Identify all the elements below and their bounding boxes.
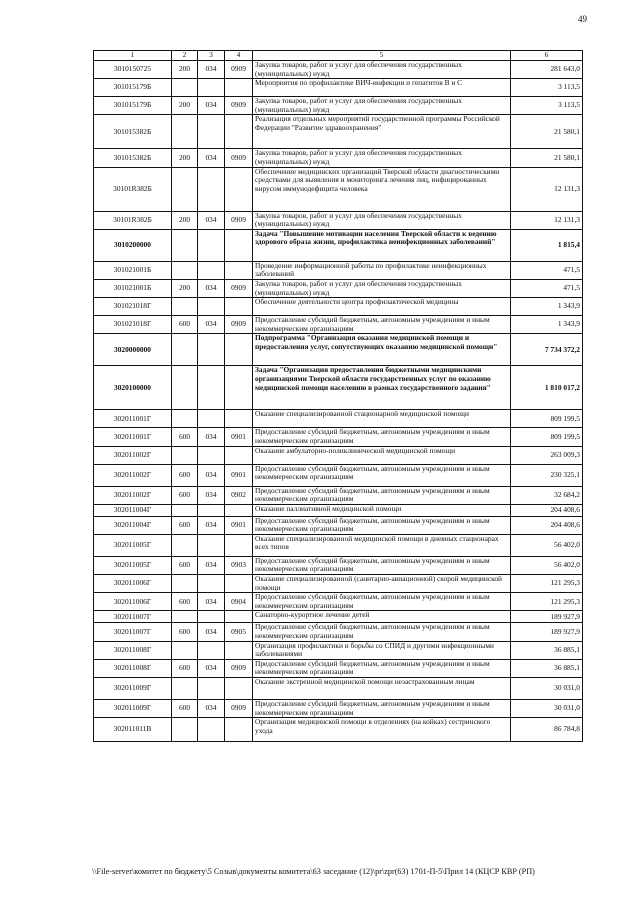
- table-row: [94, 623, 583, 641]
- row-ministry: 034: [198, 464, 225, 486]
- row-code: 302011009Г: [94, 700, 172, 718]
- row-code: 301021018Г: [94, 316, 172, 334]
- row-amount: 121 295,3: [511, 575, 583, 593]
- table-row: [94, 115, 583, 149]
- row-code: 3020000000: [94, 334, 172, 366]
- row-amount: 189 927,9: [511, 623, 583, 641]
- row-kvr: 600: [172, 623, 198, 641]
- row-ministry: [198, 79, 225, 97]
- row-section: [225, 334, 253, 366]
- row-code: 302011011В: [94, 718, 172, 742]
- row-kvr: [172, 611, 198, 623]
- row-ministry: [198, 167, 225, 211]
- row-amount: 21 580,1: [511, 149, 583, 167]
- table-row: [94, 534, 583, 556]
- row-section: [225, 446, 253, 464]
- row-ministry: 034: [198, 700, 225, 718]
- row-amount: 1 343,9: [511, 298, 583, 316]
- row-ministry: [198, 678, 225, 700]
- row-section: 0901: [225, 516, 253, 534]
- column-header: 1: [94, 51, 172, 61]
- row-code: 302011001Г: [94, 410, 172, 428]
- row-amount: 809 199,5: [511, 410, 583, 428]
- row-ministry: [198, 446, 225, 464]
- row-code: 302011008Г: [94, 641, 172, 659]
- table-row: [94, 700, 583, 718]
- row-code: 301015382Б: [94, 115, 172, 149]
- page-number: 49: [578, 14, 587, 24]
- row-section: [225, 298, 253, 316]
- row-ministry: 034: [198, 61, 225, 79]
- row-section: 0909: [225, 659, 253, 677]
- row-description: Организация профилактики и борьбы со СПИД и другими инфекционными заболеваниями: [253, 641, 511, 659]
- table-row: [94, 611, 583, 623]
- table-row: [94, 659, 583, 677]
- row-description: Закупка товаров, работ и услуг для обеспечения государственных (муниципальных) нужд: [253, 97, 511, 115]
- row-section: [225, 366, 253, 410]
- row-amount: 3 113,5: [511, 97, 583, 115]
- row-amount: 12 131,3: [511, 167, 583, 211]
- row-section: [225, 641, 253, 659]
- row-kvr: 200: [172, 211, 198, 229]
- row-kvr: 600: [172, 593, 198, 611]
- row-amount: 471,5: [511, 261, 583, 279]
- row-ministry: 034: [198, 486, 225, 504]
- column-header: 6: [511, 51, 583, 61]
- row-code: 302011001Г: [94, 428, 172, 446]
- row-section: 0909: [225, 211, 253, 229]
- row-code: 302011004Г: [94, 516, 172, 534]
- row-code: 301015179Б: [94, 97, 172, 115]
- table-row: [94, 211, 583, 229]
- row-description: Санаторно-курортное лечение детей: [253, 611, 511, 623]
- row-description: Оказание специализированной стационарной медицинской помощи: [253, 410, 511, 428]
- row-description: Предоставление субсидий бюджетным, автономным учреждениям и иным некоммерческим организациям: [253, 486, 511, 504]
- row-code: 30101R382Б: [94, 167, 172, 211]
- row-amount: 21 580,1: [511, 115, 583, 149]
- row-kvr: [172, 298, 198, 316]
- row-description: Оказание паллиативной медицинской помощи: [253, 504, 511, 516]
- row-section: 0901: [225, 428, 253, 446]
- row-kvr: [172, 718, 198, 742]
- row-amount: 121 295,3: [511, 593, 583, 611]
- row-code: 302011007Г: [94, 611, 172, 623]
- row-ministry: [198, 575, 225, 593]
- row-section: 0904: [225, 593, 253, 611]
- row-description: Проведение информационной работы по профилактике неинфекционных заболеваний: [253, 261, 511, 279]
- row-kvr: [172, 334, 198, 366]
- row-section: 0905: [225, 623, 253, 641]
- row-kvr: 600: [172, 659, 198, 677]
- row-code: 301015382Б: [94, 149, 172, 167]
- row-ministry: 034: [198, 316, 225, 334]
- row-description: Закупка товаров, работ и услуг для обеспечения государственных (муниципальных) нужд: [253, 149, 511, 167]
- row-kvr: 600: [172, 464, 198, 486]
- row-ministry: 034: [198, 428, 225, 446]
- table-row: [94, 464, 583, 486]
- row-kvr: 600: [172, 556, 198, 574]
- row-kvr: [172, 575, 198, 593]
- row-description: Предоставление субсидий бюджетным, автономным учреждениям и иным некоммерческим организациям: [253, 516, 511, 534]
- column-header: 2: [172, 51, 198, 61]
- table-row: [94, 575, 583, 593]
- column-header: 3: [198, 51, 225, 61]
- row-description: Предоставление субсидий бюджетным, автономным учреждениям и иным некоммерческим организациям: [253, 428, 511, 446]
- row-amount: 230 325,1: [511, 464, 583, 486]
- row-description: Предоставление субсидий бюджетным, автономным учреждениям и иным некоммерческим организациям: [253, 593, 511, 611]
- row-amount: 30 031,0: [511, 700, 583, 718]
- table-row: [94, 61, 583, 79]
- row-code: 3010150725: [94, 61, 172, 79]
- row-description: Обеспечение медицинских организаций Тверской области диагностическими средствами для выявления и мониторинга лечения лиц, инфицированных вирусом иммунодефицита человека: [253, 167, 511, 211]
- row-kvr: 200: [172, 149, 198, 167]
- file-path-footer: \\File-server\комитет по бюджету\5 Созыв\документы комитета\63 заседание (12)\pr\zpr(63) 1701-П-5\Прил 14 (КЦСР КВР (РП): [92, 867, 535, 876]
- table-row: [94, 366, 583, 410]
- row-code: 3010200000: [94, 229, 172, 261]
- table-row: [94, 446, 583, 464]
- row-description: Закупка товаров, работ и услуг для обеспечения государственных (муниципальных) нужд: [253, 279, 511, 297]
- table-row: [94, 229, 583, 261]
- row-kvr: 600: [172, 486, 198, 504]
- row-section: 0909: [225, 700, 253, 718]
- budget-table: [93, 50, 583, 742]
- row-description: Реализация отдельных мероприятий государственной программы Российской Федерации "Развитие здравоохранения": [253, 115, 511, 149]
- row-code: 301021001Б: [94, 261, 172, 279]
- row-ministry: 034: [198, 659, 225, 677]
- row-kvr: 600: [172, 428, 198, 446]
- table-row: [94, 298, 583, 316]
- row-ministry: [198, 115, 225, 149]
- row-code: 301021001Б: [94, 279, 172, 297]
- row-section: [225, 229, 253, 261]
- row-description: Предоставление субсидий бюджетным, автономным учреждениям и иным некоммерческим организациям: [253, 316, 511, 334]
- row-kvr: [172, 79, 198, 97]
- row-ministry: 034: [198, 556, 225, 574]
- row-section: 0901: [225, 464, 253, 486]
- row-amount: 1 815,4: [511, 229, 583, 261]
- row-amount: 32 684,2: [511, 486, 583, 504]
- row-kvr: 600: [172, 700, 198, 718]
- row-ministry: [198, 641, 225, 659]
- row-description: Оказание специализированной медицинской помощи в дневных стационарах всех типов: [253, 534, 511, 556]
- row-ministry: 034: [198, 593, 225, 611]
- row-code: 301015179Б: [94, 79, 172, 97]
- row-description: Обеспечение деятельности центра профилактической медицины: [253, 298, 511, 316]
- row-section: [225, 718, 253, 742]
- row-description: Подпрограмма "Организация оказания медицинской помощи и предоставления услуг, сопутствующих оказанию медицинской помощи": [253, 334, 511, 366]
- row-kvr: [172, 366, 198, 410]
- table-row: [94, 428, 583, 446]
- row-ministry: [198, 611, 225, 623]
- row-amount: 1 343,9: [511, 316, 583, 334]
- row-kvr: 200: [172, 97, 198, 115]
- row-ministry: 034: [198, 97, 225, 115]
- row-amount: 204 408,6: [511, 516, 583, 534]
- row-section: [225, 575, 253, 593]
- row-amount: 36 885,1: [511, 659, 583, 677]
- row-amount: 30 031,0: [511, 678, 583, 700]
- row-amount: 7 734 372,2: [511, 334, 583, 366]
- row-ministry: [198, 718, 225, 742]
- row-ministry: 034: [198, 149, 225, 167]
- row-description: Закупка товаров, работ и услуг для обеспечения государственных (муниципальных) нужд: [253, 61, 511, 79]
- row-description: Задача "Организация предоставления бюджетными медицинскими организациями Тверской области государственных услуг по оказанию медицинской помощи населению в рамках государственного задания": [253, 366, 511, 410]
- table-row: [94, 279, 583, 297]
- table-row: [94, 641, 583, 659]
- row-code: 3020100000: [94, 366, 172, 410]
- row-kvr: [172, 229, 198, 261]
- row-section: 0903: [225, 556, 253, 574]
- column-header: 5: [253, 51, 511, 61]
- table-row: [94, 593, 583, 611]
- table-row: [94, 556, 583, 574]
- row-amount: 189 927,9: [511, 611, 583, 623]
- row-ministry: [198, 334, 225, 366]
- row-kvr: [172, 446, 198, 464]
- row-amount: 86 784,8: [511, 718, 583, 742]
- row-kvr: [172, 504, 198, 516]
- table-row: [94, 149, 583, 167]
- row-amount: 471,5: [511, 279, 583, 297]
- column-number-row: [94, 51, 583, 61]
- row-kvr: [172, 534, 198, 556]
- row-ministry: 034: [198, 516, 225, 534]
- row-ministry: [198, 366, 225, 410]
- row-section: 0909: [225, 97, 253, 115]
- table-row: [94, 97, 583, 115]
- row-section: [225, 410, 253, 428]
- row-code: 301021018Г: [94, 298, 172, 316]
- row-section: [225, 678, 253, 700]
- table-row: [94, 516, 583, 534]
- row-description: Оказание специализированной (санитарно-авиационной) скорой медицинской помощи: [253, 575, 511, 593]
- row-amount: 1 810 017,2: [511, 366, 583, 410]
- row-description: Закупка товаров, работ и услуг для обеспечения государственных (муниципальных) нужд: [253, 211, 511, 229]
- row-amount: 56 402,0: [511, 556, 583, 574]
- row-code: 302011005Г: [94, 556, 172, 574]
- table-row: [94, 504, 583, 516]
- row-kvr: [172, 261, 198, 279]
- row-ministry: 034: [198, 279, 225, 297]
- table-row: [94, 678, 583, 700]
- row-amount: 281 643,0: [511, 61, 583, 79]
- row-section: 0909: [225, 279, 253, 297]
- row-section: [225, 504, 253, 516]
- row-code: 302011006Г: [94, 575, 172, 593]
- row-section: [225, 261, 253, 279]
- row-code: 302011007Г: [94, 623, 172, 641]
- row-description: Организация медицинской помощи в отделениях (на койках) сестринского ухода: [253, 718, 511, 742]
- row-code: 302011006Г: [94, 593, 172, 611]
- row-section: [225, 115, 253, 149]
- row-section: [225, 534, 253, 556]
- row-kvr: [172, 678, 198, 700]
- row-ministry: 034: [198, 211, 225, 229]
- row-description: Задача "Повышение мотивации населения Тверской области к ведению здорового образа жизни, профилактика неинфекционных заболеваний": [253, 229, 511, 261]
- table-row: [94, 718, 583, 742]
- table-row: [94, 486, 583, 504]
- row-code: 302011002Г: [94, 464, 172, 486]
- row-ministry: [198, 410, 225, 428]
- row-kvr: [172, 115, 198, 149]
- row-kvr: [172, 410, 198, 428]
- row-section: [225, 167, 253, 211]
- row-kvr: 600: [172, 316, 198, 334]
- row-section: [225, 611, 253, 623]
- row-description: Предоставление субсидий бюджетным, автономным учреждениям и иным некоммерческим организациям: [253, 623, 511, 641]
- row-section: 0909: [225, 316, 253, 334]
- column-header: 4: [225, 51, 253, 61]
- row-code: 302011008Г: [94, 659, 172, 677]
- row-amount: 3 113,5: [511, 79, 583, 97]
- row-amount: 12 131,3: [511, 211, 583, 229]
- table-row: [94, 334, 583, 366]
- row-section: 0902: [225, 486, 253, 504]
- row-ministry: 034: [198, 623, 225, 641]
- row-description: Мероприятия по профилактике ВИЧ-инфекции и гепатитов В и С: [253, 79, 511, 97]
- row-amount: 56 402,0: [511, 534, 583, 556]
- row-code: 302011002Г: [94, 486, 172, 504]
- table-row: [94, 167, 583, 211]
- row-description: Оказание экстренной медицинской помощи незастрахованным лицам: [253, 678, 511, 700]
- row-code: 30101R382Б: [94, 211, 172, 229]
- row-amount: 204 408,6: [511, 504, 583, 516]
- row-ministry: [198, 229, 225, 261]
- row-kvr: 200: [172, 279, 198, 297]
- row-amount: 263 009,3: [511, 446, 583, 464]
- table-row: [94, 316, 583, 334]
- row-section: [225, 79, 253, 97]
- row-kvr: [172, 167, 198, 211]
- row-code: 302011005Г: [94, 534, 172, 556]
- table-row: [94, 79, 583, 97]
- row-description: Предоставление субсидий бюджетным, автономным учреждениям и иным некоммерческим организациям: [253, 556, 511, 574]
- row-kvr: [172, 641, 198, 659]
- row-code: 302011002Г: [94, 446, 172, 464]
- row-amount: 809 199,5: [511, 428, 583, 446]
- table-row: [94, 261, 583, 279]
- row-ministry: [198, 298, 225, 316]
- row-amount: 36 885,1: [511, 641, 583, 659]
- row-kvr: 600: [172, 516, 198, 534]
- row-section: 0909: [225, 149, 253, 167]
- row-ministry: [198, 261, 225, 279]
- row-description: Предоставление субсидий бюджетным, автономным учреждениям и иным некоммерческим организациям: [253, 659, 511, 677]
- row-description: Оказание амбулаторно-поликлинической медицинской помощи: [253, 446, 511, 464]
- row-description: Предоставление субсидий бюджетным, автономным учреждениям и иным некоммерческим организациям: [253, 700, 511, 718]
- row-description: Предоставление субсидий бюджетным, автономным учреждениям и иным некоммерческим организациям: [253, 464, 511, 486]
- row-ministry: [198, 504, 225, 516]
- row-ministry: [198, 534, 225, 556]
- row-code: 302011009Г: [94, 678, 172, 700]
- row-code: 302011004Г: [94, 504, 172, 516]
- row-kvr: 200: [172, 61, 198, 79]
- table-row: [94, 410, 583, 428]
- row-section: 0909: [225, 61, 253, 79]
